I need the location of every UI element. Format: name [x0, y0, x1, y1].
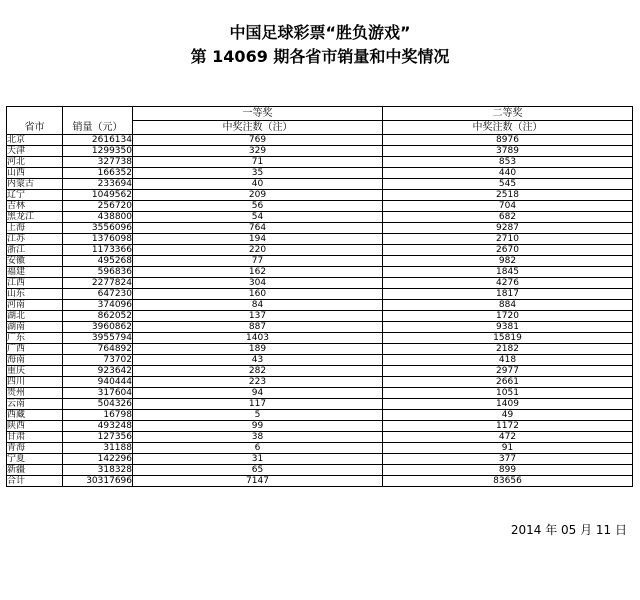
cell-first-prize-count: 43: [133, 355, 383, 366]
cell-second-prize-count: 49: [383, 410, 633, 421]
cell-second-prize-count: 1845: [383, 267, 633, 278]
header-sales: 销量（元）: [63, 107, 133, 135]
table-row: [7, 179, 633, 190]
cell-province: 西藏: [7, 410, 63, 421]
cell-second-prize-count: 853: [383, 157, 633, 168]
cell-second-prize-count: 1051: [383, 388, 633, 399]
cell-second-prize-count: 418: [383, 355, 633, 366]
cell-first-prize-count: 40: [133, 179, 383, 190]
cell-first-prize-count: 71: [133, 157, 383, 168]
cell-second-prize-count: 1720: [383, 311, 633, 322]
table-row: [7, 443, 633, 454]
cell-province: 山西: [7, 168, 63, 179]
table-row: [7, 135, 633, 146]
header-first-count: 中奖注数（注）: [133, 121, 383, 135]
cell-first-prize-count: 194: [133, 234, 383, 245]
table-row: [7, 146, 633, 157]
table-row: [7, 201, 633, 212]
cell-province: 陕西: [7, 421, 63, 432]
cell-second-prize-count: 704: [383, 201, 633, 212]
cell-province: 湖北: [7, 311, 63, 322]
cell-first-prize-count: 189: [133, 344, 383, 355]
cell-province: 上海: [7, 223, 63, 234]
table-row: [7, 465, 633, 476]
cell-first-prize-count: 94: [133, 388, 383, 399]
cell-first-prize-count: 5: [133, 410, 383, 421]
cell-sales: 504326: [63, 399, 133, 410]
cell-first-prize-count: 6: [133, 443, 383, 454]
cell-sales: 438800: [63, 212, 133, 223]
table-row: [7, 234, 633, 245]
cell-second-prize-count: 3789: [383, 146, 633, 157]
cell-first-prize-count: 77: [133, 256, 383, 267]
cell-sales: 374096: [63, 300, 133, 311]
cell-sales: 256720: [63, 201, 133, 212]
table-row: [7, 168, 633, 179]
cell-second-prize-count: 982: [383, 256, 633, 267]
cell-second-prize-count: 8976: [383, 135, 633, 146]
cell-second-prize-count: 2977: [383, 366, 633, 377]
cell-first-prize-count: 137: [133, 311, 383, 322]
cell-province: 宁夏: [7, 454, 63, 465]
cell-first-prize-count: 7147: [133, 476, 383, 487]
cell-first-prize-count: 329: [133, 146, 383, 157]
cell-province: 四川: [7, 377, 63, 388]
cell-first-prize-count: 99: [133, 421, 383, 432]
cell-province: 青海: [7, 443, 63, 454]
cell-second-prize-count: 15819: [383, 333, 633, 344]
cell-province: 江西: [7, 278, 63, 289]
cell-sales: 1049562: [63, 190, 133, 201]
cell-first-prize-count: 117: [133, 399, 383, 410]
cell-second-prize-count: 4276: [383, 278, 633, 289]
cell-first-prize-count: 162: [133, 267, 383, 278]
cell-first-prize-count: 1403: [133, 333, 383, 344]
table-row: [7, 355, 633, 366]
cell-province: 合计: [7, 476, 63, 487]
table-row: [7, 366, 633, 377]
header-second-prize: 二等奖: [383, 107, 633, 121]
table-row: [7, 311, 633, 322]
table-row: [7, 223, 633, 234]
cell-sales: 318328: [63, 465, 133, 476]
cell-province: 贵州: [7, 388, 63, 399]
cell-sales: 3955794: [63, 333, 133, 344]
cell-province: 海南: [7, 355, 63, 366]
cell-sales: 764892: [63, 344, 133, 355]
cell-second-prize-count: 440: [383, 168, 633, 179]
cell-province: 黑龙江: [7, 212, 63, 223]
cell-province: 江苏: [7, 234, 63, 245]
table-row: [7, 278, 633, 289]
cell-first-prize-count: 282: [133, 366, 383, 377]
cell-province: 甘肃: [7, 432, 63, 443]
cell-province: 广东: [7, 333, 63, 344]
cell-province: 湖南: [7, 322, 63, 333]
cell-province: 重庆: [7, 366, 63, 377]
cell-province: 河南: [7, 300, 63, 311]
cell-sales: 923642: [63, 366, 133, 377]
cell-sales: 1173366: [63, 245, 133, 256]
cell-second-prize-count: 884: [383, 300, 633, 311]
header-second-count: 中奖注数（注）: [383, 121, 633, 135]
header-province: 省市: [7, 107, 63, 135]
cell-province: 内蒙古: [7, 179, 63, 190]
total-row: [7, 476, 633, 487]
cell-sales: 1299350: [63, 146, 133, 157]
table-row: [7, 212, 633, 223]
cell-sales: 862052: [63, 311, 133, 322]
cell-sales: 16798: [63, 410, 133, 421]
cell-sales: 2277824: [63, 278, 133, 289]
cell-second-prize-count: 545: [383, 179, 633, 190]
header-first-prize: 一等奖: [133, 107, 383, 121]
cell-sales: 327738: [63, 157, 133, 168]
cell-first-prize-count: 160: [133, 289, 383, 300]
cell-province: 河北: [7, 157, 63, 168]
cell-second-prize-count: 2710: [383, 234, 633, 245]
cell-first-prize-count: 220: [133, 245, 383, 256]
table-row: [7, 432, 633, 443]
cell-sales: 495268: [63, 256, 133, 267]
table-row: [7, 245, 633, 256]
cell-province: 福建: [7, 267, 63, 278]
table-row: [7, 289, 633, 300]
cell-second-prize-count: 1409: [383, 399, 633, 410]
cell-first-prize-count: 56: [133, 201, 383, 212]
cell-first-prize-count: 764: [133, 223, 383, 234]
table-row: [7, 410, 633, 421]
table-row: [7, 256, 633, 267]
cell-second-prize-count: 2661: [383, 377, 633, 388]
cell-province: 广西: [7, 344, 63, 355]
cell-sales: 3556096: [63, 223, 133, 234]
cell-province: 新疆: [7, 465, 63, 476]
page-title: 中国足球彩票“胜负游戏”: [229, 23, 411, 42]
cell-sales: 31188: [63, 443, 133, 454]
cell-first-prize-count: 223: [133, 377, 383, 388]
cell-first-prize-count: 31: [133, 454, 383, 465]
cell-sales: 127356: [63, 432, 133, 443]
cell-province: 浙江: [7, 245, 63, 256]
cell-second-prize-count: 1817: [383, 289, 633, 300]
cell-province: 天津: [7, 146, 63, 157]
cell-second-prize-count: 472: [383, 432, 633, 443]
cell-sales: 166352: [63, 168, 133, 179]
cell-sales: 142296: [63, 454, 133, 465]
cell-second-prize-count: 899: [383, 465, 633, 476]
cell-second-prize-count: 83656: [383, 476, 633, 487]
table-row: [7, 300, 633, 311]
cell-sales: 940444: [63, 377, 133, 388]
cell-province: 辽宁: [7, 190, 63, 201]
cell-second-prize-count: 2518: [383, 190, 633, 201]
cell-first-prize-count: 35: [133, 168, 383, 179]
cell-sales: 73702: [63, 355, 133, 366]
cell-province: 北京: [7, 135, 63, 146]
page-subtitle: 第 14069 期各省市销量和中奖情况: [190, 47, 450, 66]
table-body: [7, 135, 633, 487]
cell-sales: 317604: [63, 388, 133, 399]
cell-second-prize-count: 9381: [383, 322, 633, 333]
report-date: 2014 年 05 月 11 日: [510, 523, 627, 537]
table-row: [7, 454, 633, 465]
cell-second-prize-count: 1172: [383, 421, 633, 432]
table-row: [7, 388, 633, 399]
cell-province: 安徽: [7, 256, 63, 267]
cell-province: 吉林: [7, 201, 63, 212]
cell-sales: 596836: [63, 267, 133, 278]
cell-sales: 30317696: [63, 476, 133, 487]
table-row: [7, 267, 633, 278]
cell-first-prize-count: 887: [133, 322, 383, 333]
cell-first-prize-count: 54: [133, 212, 383, 223]
table-row: [7, 377, 633, 388]
cell-first-prize-count: 84: [133, 300, 383, 311]
cell-sales: 493248: [63, 421, 133, 432]
cell-second-prize-count: 682: [383, 212, 633, 223]
cell-first-prize-count: 304: [133, 278, 383, 289]
cell-second-prize-count: 2182: [383, 344, 633, 355]
table-row: [7, 322, 633, 333]
table-row: [7, 344, 633, 355]
table-row: [7, 190, 633, 201]
cell-second-prize-count: 2670: [383, 245, 633, 256]
table-row: [7, 421, 633, 432]
cell-sales: 1376098: [63, 234, 133, 245]
cell-second-prize-count: 9287: [383, 223, 633, 234]
cell-second-prize-count: 91: [383, 443, 633, 454]
cell-sales: 3960862: [63, 322, 133, 333]
table-row: [7, 333, 633, 344]
cell-sales: 2616134: [63, 135, 133, 146]
cell-province: 云南: [7, 399, 63, 410]
cell-first-prize-count: 38: [133, 432, 383, 443]
cell-first-prize-count: 209: [133, 190, 383, 201]
cell-second-prize-count: 377: [383, 454, 633, 465]
cell-sales: 647230: [63, 289, 133, 300]
cell-first-prize-count: 65: [133, 465, 383, 476]
sales-prize-table: [6, 106, 633, 487]
cell-province: 山东: [7, 289, 63, 300]
table-row: [7, 157, 633, 168]
table-row: [7, 399, 633, 410]
cell-first-prize-count: 769: [133, 135, 383, 146]
cell-sales: 233694: [63, 179, 133, 190]
